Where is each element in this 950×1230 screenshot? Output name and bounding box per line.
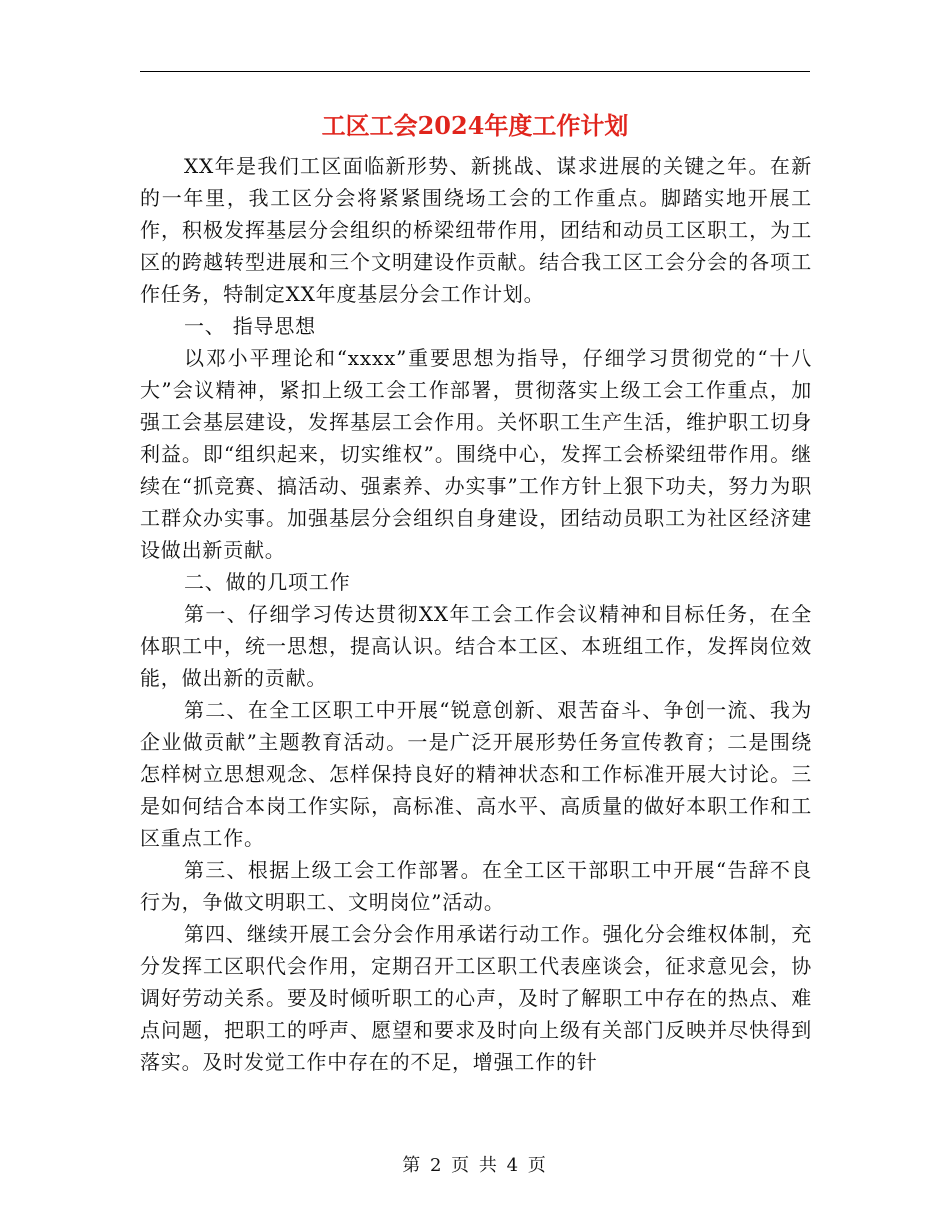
work-item-3-paragraph: 第三、根据上级工会工作部署。在全工区干部职工中开展“告辞不良行为，争做文明职工、文明岗位”活动。 xyxy=(140,858,812,914)
guiding-ideology-paragraph: 以邓小平理论和“xxxx”重要思想为指导，仔细学习贯彻党的“十八大”会议精神，紧扣上级工会工作部署，贯彻落实上级工会工作重点，加强工会基层建设，发挥基层工会作用。关怀职工生产生活，维护职工切身利益。即“组织起来，切实维权”。围绕中心，发挥工会桥梁纽带作用。继续在“抓竞赛、搞活动、强素养、办实事”工作方针上狠下功夫，努力为职工群众办实事。加强基层分会组织自身建设，团结动员职工为社区经济建设做出新贡献。 xyxy=(140,346,812,562)
document-body xyxy=(140,150,812,1078)
intro-paragraph: XX年是我们工区面临新形势、新挑战、谋求进展的关键之年。在新的一年里，我工区分会将紧紧围绕场工会的工作重点。脚踏实地开展工作，积极发挥基层分会组织的桥梁纽带作用，团结和动员工区职工，为工区的跨越转型进展和三个文明建设作贡献。结合我工区工会分会的各项工作任务，特制定XX年度基层分会工作计划。 xyxy=(140,154,812,306)
work-item-1-paragraph: 第一、仔细学习传达贯彻XX年工会工作会议精神和目标任务，在全体职工中，统一思想，提高认识。结合本工区、本班组工作，发挥岗位效能，做出新的贡献。 xyxy=(140,602,812,690)
work-item-4-paragraph: 第四、继续开展工会分会作用承诺行动工作。强化分会维权体制，充分发挥工区职代会作用，定期召开工区职工代表座谈会，征求意见会，协调好劳动关系。要及时倾听职工的心声，及时了解职工中存在的热点、难点问题，把职工的呼声、愿望和要求及时向上级有关部门反映并尽快得到落实。及时发觉工作中存在的不足，增强工作的针 xyxy=(140,922,812,1074)
page-number-footer: 第 2 页 共 4 页 xyxy=(402,1155,548,1176)
section-heading-work-items: 二、做的几项工作 xyxy=(184,570,351,594)
section-heading-guiding-ideology: 一、 指导思想 xyxy=(184,314,316,338)
work-item-2-paragraph: 第二、在全工区职工中开展“锐意创新、艰苦奋斗、争创一流、我为企业做贡献”主题教育活动。一是广泛开展形势任务宣传教育；二是围绕怎样树立思想观念、怎样保持良好的精神状态和工作标准开展大讨论。三是如何结合本岗工作实际，高标准、高水平、高质量的做好本职工作和工区重点工作。 xyxy=(140,698,812,850)
document-title: 工区工会2024年度工作计划 xyxy=(321,111,629,140)
header-rule xyxy=(140,71,810,72)
